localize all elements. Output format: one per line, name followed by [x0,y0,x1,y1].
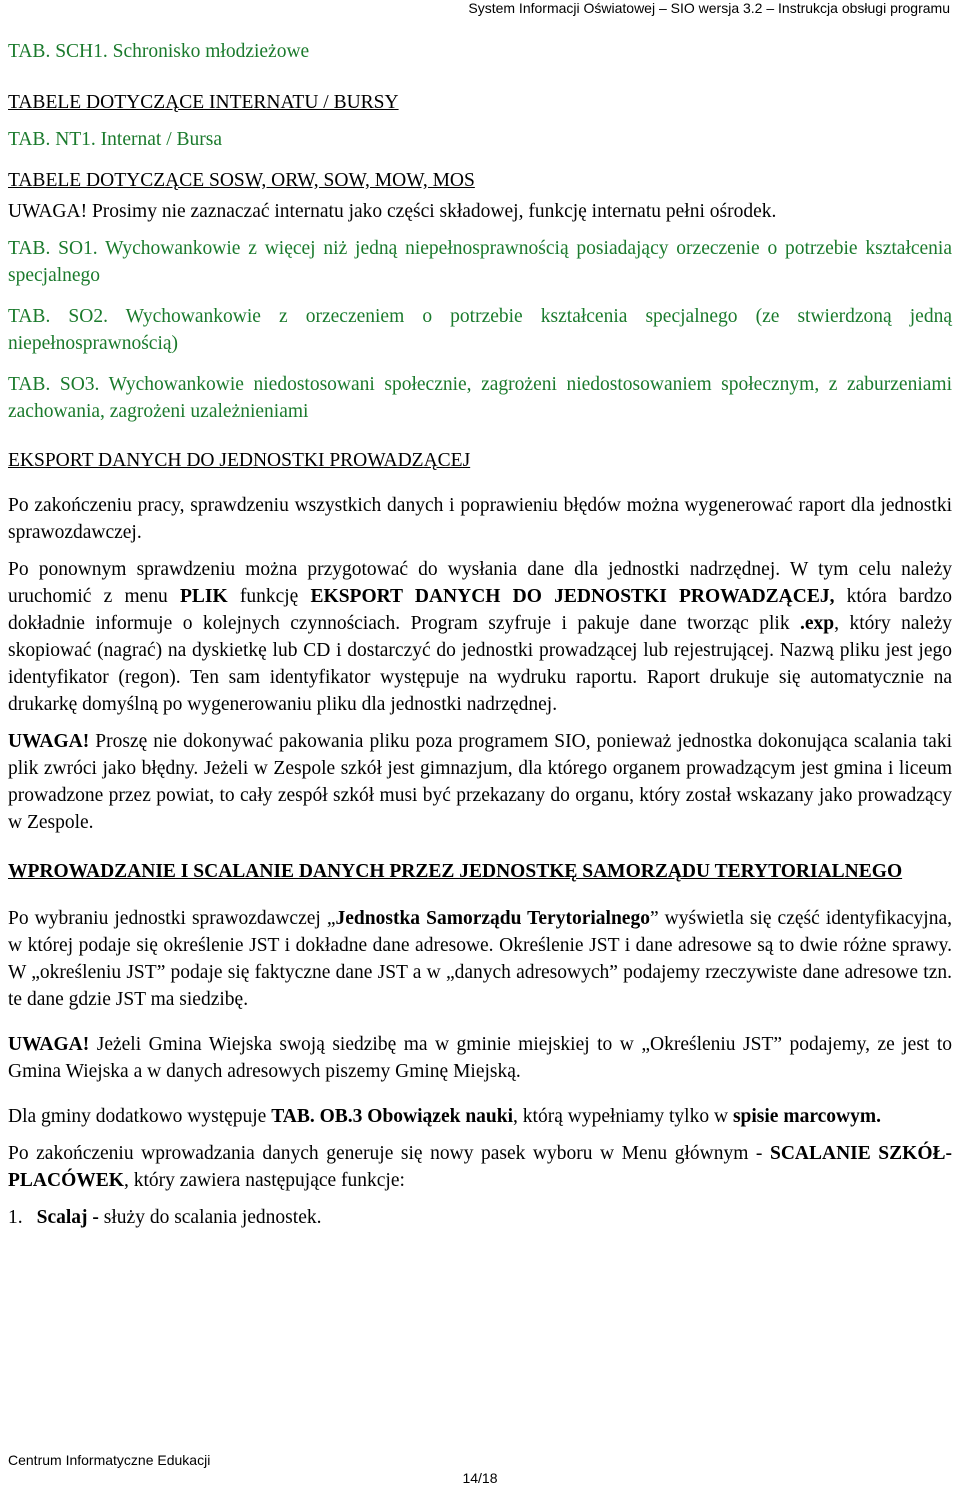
sosw-heading: TABELE DOTYCZĄCE SOSW, ORW, SOW, MOW, MOS [8,170,475,191]
text-run: Po wybraniu jednostki sprawozdawczej „ [8,908,336,929]
wprowadzanie-paragraph-3 [8,1103,952,1130]
text-run: , którą wypełniamy tylko w [513,1106,733,1127]
wprowadzanie-paragraph-1 [8,905,952,1013]
eksport-paragraph-1: Po zakończeniu pracy, sprawdzeniu wszystkich danych i poprawieniu błędów można wygenerować raport dla jednostki sprawozdawczej. [8,495,952,543]
text-run: Po zakończeniu wprowadzania danych generuje się nowy pasek wyboru w Menu głównym - [8,1143,770,1164]
jst-bold: Jednostka Samorządu Terytorialnego [335,908,650,929]
wprowadzanie-uwaga [8,1031,952,1085]
scalaj-bold: Scalaj - [36,1207,99,1228]
text-run: Jeżeli Gmina Wiejska swoją siedzibę ma w gminie miejskiej to w „Określeniu JST” podajemy, ze jest to Gmina Wiejska a w danych adresowych piszemy Gminę Miejską. [8,1034,952,1082]
uwaga-label: UWAGA! [8,731,90,752]
text-run: służy do scalania jednostek. [98,1207,322,1228]
text-run: funkcję [227,586,311,607]
text-run: Dla gminy dodatkowo występuje [8,1106,272,1127]
uwaga-label: UWAGA! [8,1034,90,1055]
footer-organization: Centrum Informatyczne Edukacji [8,1452,211,1468]
list-item [8,1204,952,1231]
tab-so1: TAB. SO1. Wychowankowie z więcej niż jedną niepełnosprawnością posiadający orzeczenie o potrzebie kształcenia specjalnego [8,238,952,286]
page-header: System Informacji Oświatowej – SIO wersja 3.2 – Instrukcja obsługi programu [468,0,950,16]
tab-nt1: TAB. NT1. Internat / Bursa [8,129,222,150]
eksport-uwaga [8,728,952,836]
list-number: 1. [8,1207,23,1228]
tab-so2: TAB. SO2. Wychowankowie z orzeczeniem o potrzebie kształcenia specjalnego (ze stwierdzoną jedną niepełnosprawnością) [8,306,952,354]
file-ext-bold: .exp [800,613,835,634]
wprowadzanie-heading: WPROWADZANIE I SCALANIE DANYCH PRZEZ JEDNOSTKĘ SAMORZĄDU TERYTORIALNEGO [8,861,903,882]
function-eksport-bold: EKSPORT DANYCH DO JEDNOSTKI PROWADZĄCEJ, [310,586,835,607]
text-run: która bardzo dokładnie informuje o kolejnych czynnościach. Program szyfruje i pakuje dane tworząc plik [8,586,952,634]
uwaga-internat: UWAGA! Prosimy nie zaznaczać internatu jako części składowej, funkcję internatu pełni ośrodek. [8,201,777,222]
tab-ob3-bold: TAB. OB.3 Obowiązek nauki [271,1106,514,1127]
internat-heading: TABELE DOTYCZĄCE INTERNATU / BURSY [8,92,399,113]
eksport-heading: EKSPORT DANYCH DO JEDNOSTKI PROWADZĄCEJ [8,450,471,471]
spis-marcowy-bold: spisie marcowym. [732,1106,881,1127]
text-run: Po ponownym sprawdzeniu można przygotować do wysłania dane dla jednostki nadrzędnej. W tym celu należy uruchomić z menu [8,559,952,607]
wprowadzanie-paragraph-4 [8,1140,952,1194]
page-number: 14/18 [462,1470,498,1486]
text-run: Proszę nie dokonywać pakowania pliku poza programem SIO, ponieważ jednostka dokonująca scalania taki plik zwróci jako błędny. Jeżeli w Zespole szkół jest gimnazjum, dla którego organem prowadzącym jest gmina i liceum prowadzone przez powiat, to cały zespół szkół musi być przekazany do organu, który został wskazany jako prowadzący w Zespole. [8,731,952,833]
text-run: ” wyświetla się część identyfikacyjna, w której podaje się określenie JST i dokładne dane adresowe. Określenie JST i dane adresowe są to dwie różne sprawy. W „określeniu JST” podaje się faktyczne dane JST a w „danych adresowych” podajemy rzeczywiste dane adresowe tzn. te dane gdzie JST ma siedzibę. [8,908,952,1010]
text-run: , który należy skopiować (nagrać) na dyskietkę lub CD i dostarczyć do jednostki prowadzącej lub rejestrującej. Nazwą pliku jest jego identyfikator (regon). Ten sam identyfikator występuje na wydruku raportu. Raport drukuje się automatycznie na drukarkę domyślną po wygenerowaniu pliku dla jednostki nadrzędnej. [8,613,952,715]
page-content [8,38,952,1231]
tab-sch1: TAB. SCH1. Schronisko młodzieżowe [8,41,310,62]
text-run: , który zawiera następujące funkcje: [123,1170,405,1191]
scalanie-menu-bold: SCALANIE SZKÓŁ-PLACÓWEK [8,1143,952,1191]
menu-plik-bold: PLIK [179,586,228,607]
tab-so3: TAB. SO3. Wychowankowie niedostosowani społecznie, zagrożeni niedostosowaniem społecznym, z zaburzeniami zachowania, zagrożeni uzależnieniami [8,374,952,422]
eksport-paragraph-2 [8,556,952,718]
